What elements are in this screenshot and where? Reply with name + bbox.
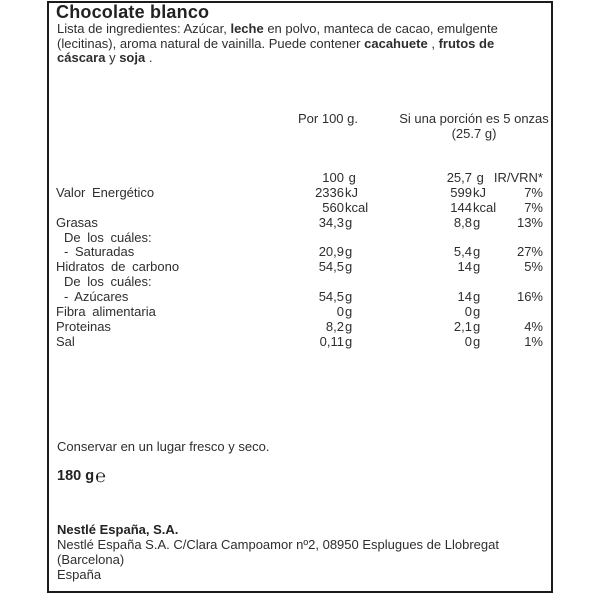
product-label xyxy=(47,1,553,593)
per-100g-unit: g xyxy=(345,214,353,230)
nutrition-row xyxy=(49,320,551,335)
per-portion-number: 25,7 xyxy=(446,170,472,185)
storage-note: Conservar en un lugar fresco y seco. xyxy=(57,439,270,454)
ingredients-segment: . xyxy=(145,50,153,66)
per-100g-number: 54,5 xyxy=(318,289,344,305)
nutrient-label: De los cuáles: xyxy=(64,229,152,245)
per-portion-number: 8,8 xyxy=(453,214,472,230)
nutrient-label: Hidratos de carbono xyxy=(56,259,180,275)
per-portion-number: 14 xyxy=(457,259,472,275)
nutrient-label: - Saturadas xyxy=(64,244,135,260)
per-100g-number: 560 xyxy=(322,199,344,215)
nutrient-label: Sal xyxy=(56,333,75,349)
per-portion-unit: g xyxy=(473,318,481,334)
per-portion-unit: g xyxy=(473,214,481,230)
per-100g-unit: g xyxy=(345,304,353,320)
per-portion-unit: g xyxy=(473,259,481,275)
manufacturer-address: Nestlé España S.A. C/Clara Campoamor nº2, 08950 Esplugues de Llobregat (Barcelona) xyxy=(57,537,499,567)
daily-value-percent: 16% xyxy=(516,289,543,305)
per-100g-unit: g xyxy=(345,244,353,260)
manufacturer-country: España xyxy=(57,567,102,582)
per-100g-number: 0,11 xyxy=(319,333,344,349)
per-portion-unit: kcal xyxy=(473,199,497,215)
nutrient-label: Fibra alimentaria xyxy=(56,304,156,320)
daily-value-percent: 4% xyxy=(524,318,543,334)
daily-value-percent: 1% xyxy=(524,333,543,349)
per-portion-unit: g xyxy=(473,244,481,260)
nutrition-row xyxy=(49,275,551,290)
per-100g-number: 100 xyxy=(322,170,344,185)
per-portion-unit: g xyxy=(473,289,481,305)
per-portion-number: 599 xyxy=(450,184,472,200)
per-100g-unit: g xyxy=(345,259,353,275)
per-100g-number: 0 xyxy=(336,304,344,320)
per-100g-unit: g xyxy=(345,170,356,185)
per-100g-number: 20,9 xyxy=(318,244,344,260)
nutrition-row xyxy=(49,245,551,260)
manufacturer-name: Nestlé España, S.A. xyxy=(57,522,179,537)
per-100g-header: Por 100 g. xyxy=(298,111,358,126)
per-portion-header xyxy=(399,112,549,141)
nutrition-row xyxy=(49,290,551,305)
per-100g-unit: g xyxy=(345,318,353,334)
nutrition-row xyxy=(49,231,551,246)
daily-value-percent: 5% xyxy=(524,259,543,275)
per-portion-number: 2,1 xyxy=(453,318,472,334)
per-100g-number: 54,5 xyxy=(318,259,344,275)
ingredients-segment: en polvo, manteca de cacao, emulgente (lecitinas), aroma natural de vainilla. Puede contener xyxy=(57,21,498,51)
per-100g-number: 2336 xyxy=(315,184,344,200)
per-portion-number: 5,4 xyxy=(453,244,472,260)
allergen-name: frutos de cáscara xyxy=(57,35,495,66)
daily-value-percent: 13% xyxy=(516,214,543,230)
per-100g-unit: kJ xyxy=(345,184,358,200)
ingredients-segment: , xyxy=(427,35,439,51)
per-portion-unit: kJ xyxy=(473,184,486,200)
label-content xyxy=(49,3,551,591)
ingredients-segment: Lista de ingredientes: Azúcar, xyxy=(57,21,231,36)
ingredients-text xyxy=(57,22,537,66)
per-100g-unit: g xyxy=(345,333,353,349)
per-portion-number: 0 xyxy=(464,333,472,349)
net-weight-value: 180 g xyxy=(57,468,95,484)
nutrient-label: Proteinas xyxy=(56,318,111,334)
allergen-name: leche xyxy=(230,21,264,36)
nutrition-row xyxy=(49,260,551,275)
nutrition-row xyxy=(49,201,551,216)
per-portion-header-line1: Si una porción es 5 onzas xyxy=(399,111,549,126)
nutrition-row xyxy=(49,171,551,186)
nutrient-label: - Azúcares xyxy=(64,289,129,305)
per-portion-unit: g xyxy=(473,333,481,349)
per-portion-number: 14 xyxy=(457,289,472,305)
estimated-sign-icon: ℮ xyxy=(95,466,106,486)
daily-value-percent: 7% xyxy=(524,184,543,200)
nutrition-row xyxy=(49,335,551,350)
nutrition-row xyxy=(49,216,551,231)
daily-value-percent: IR/VRN* xyxy=(493,170,543,185)
allergen-name: soja xyxy=(119,50,146,66)
net-weight xyxy=(57,466,106,487)
per-portion-unit: g xyxy=(473,170,484,185)
nutrient-label: Valor Energético xyxy=(56,184,155,200)
allergen-name: cacahuete xyxy=(364,35,428,51)
manufacturer-block xyxy=(57,522,527,582)
per-portion-unit: g xyxy=(473,304,481,320)
daily-value-percent: 27% xyxy=(516,244,543,260)
per-100g-number: 8,2 xyxy=(325,318,344,334)
per-portion-number: 144 xyxy=(450,199,472,215)
nutrition-table xyxy=(49,171,551,350)
nutrient-label: De los cuáles: xyxy=(64,274,152,290)
nutrient-label: Grasas xyxy=(56,214,98,230)
daily-value-percent: 7% xyxy=(524,199,543,215)
product-title: Chocolate blanco xyxy=(56,2,210,22)
per-portion-header-line2: (25.7 g) xyxy=(451,125,497,141)
per-100g-unit: g xyxy=(345,289,353,305)
per-portion-number: 0 xyxy=(464,304,472,320)
per-100g-unit: kcal xyxy=(345,199,369,215)
per-100g-number: 34,3 xyxy=(318,214,344,230)
nutrition-row xyxy=(49,186,551,201)
ingredients-segment: y xyxy=(105,50,120,66)
nutrition-row xyxy=(49,305,551,320)
